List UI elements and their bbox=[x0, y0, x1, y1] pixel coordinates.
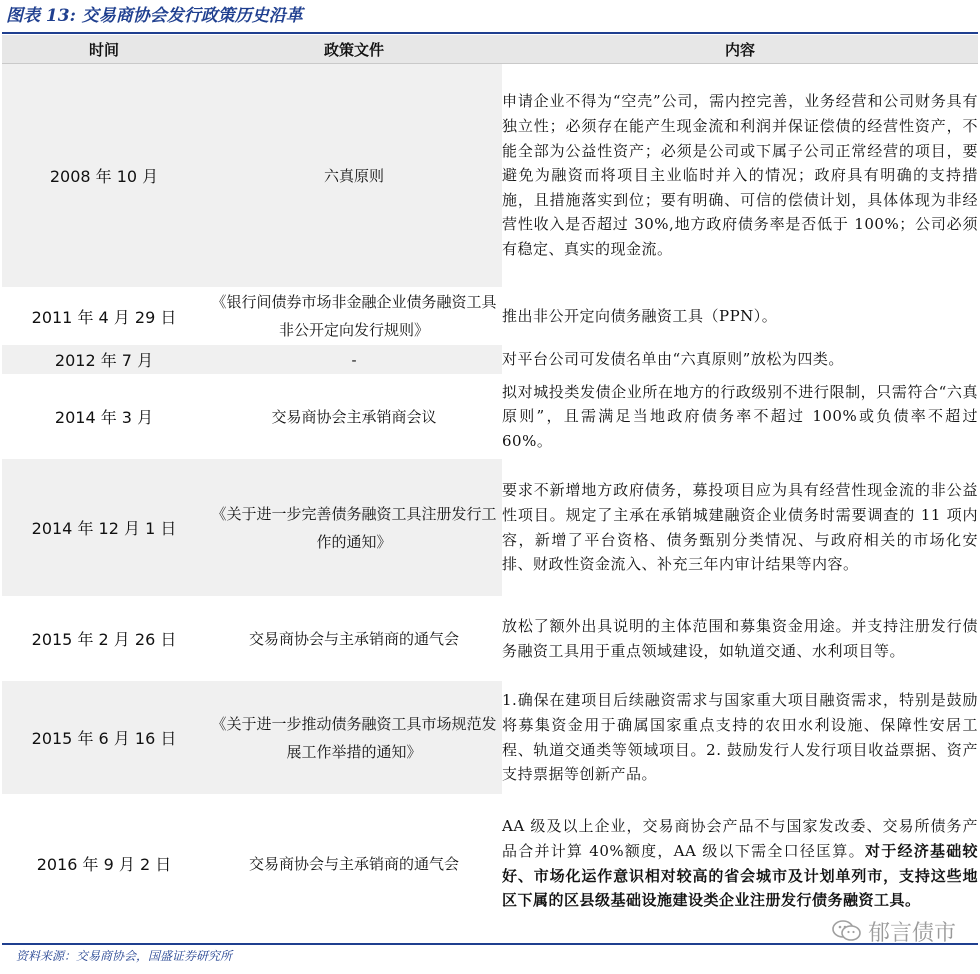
cell-time: 2012 年 7 月 bbox=[2, 345, 206, 375]
cell-policy: 六真原则 bbox=[206, 64, 502, 288]
cell-content: 申请企业不得为“空壳”公司，需内控完善，业务经营和公司财务具有独立性；必须存在能产生现金流和利润并保证偿债的经营性资产，不能全部为公益性资产；必须是公司或下属子公司正常经营的项目，要避免为融资而将项目主业临时并入的情况；政府具有明确的支持措施，且措施落实到位；要有明确、可信的偿债计划，具体体现为非经营性收入是否超过 30%,地方政府债务率是否低于 100%；公司必须有稳定、真实的现金流。 bbox=[502, 64, 978, 288]
figure-title: 图表 13: 交易商协会发行政策历史沿革 bbox=[6, 6, 303, 26]
table-row bbox=[2, 64, 978, 288]
cell-content: 拟对城投类发债企业所在地方的行政级别不进行限制，只需符合“六真原则”，且需满足当地政府债务率不超过 100%或负债率不超过 60%。 bbox=[502, 375, 978, 459]
cell-content: 推出非公开定向债务融资工具（PPN）。 bbox=[502, 288, 978, 345]
header-policy: 政策文件 bbox=[206, 35, 502, 64]
table-row bbox=[2, 795, 978, 933]
content-text: AA 级及以上企业，交易商协会产品不与国家发改委、交易所债务产品合并计算 40%额度，AA 级以下需全口径匡算。 bbox=[502, 817, 978, 860]
table-row bbox=[2, 459, 978, 597]
table-row bbox=[2, 375, 978, 459]
table-row bbox=[2, 345, 978, 375]
cell-policy: 交易商协会与主承销商的通气会 bbox=[206, 597, 502, 681]
cell-policy: 交易商协会主承销商会议 bbox=[206, 375, 502, 459]
table-row bbox=[2, 597, 978, 681]
cell-content: 1.确保在建项目后续融资需求与国家重大项目融资需求，特别是鼓励将募集资金用于确属国家重点支持的农田水利设施、保障性安居工程、轨道交通类等领域项目。2. 鼓励发行人发行项目收益票据、资产支持票据等创新产品。 bbox=[502, 681, 978, 795]
cell-policy: 交易商协会与主承销商的通气会 bbox=[206, 795, 502, 933]
table-header-row bbox=[2, 35, 978, 64]
cell-time: 2016 年 9 月 2 日 bbox=[2, 795, 206, 933]
cell-policy: 《银行间债券市场非金融企业债务融资工具非公开定向发行规则》 bbox=[206, 288, 502, 345]
title-divider bbox=[2, 32, 978, 34]
cell-time: 2015 年 6 月 16 日 bbox=[2, 681, 206, 795]
header-content: 内容 bbox=[502, 35, 978, 64]
cell-time: 2015 年 2 月 26 日 bbox=[2, 597, 206, 681]
cell-policy: 《关于进一步推动债务融资工具市场规范发展工作举措的通知》 bbox=[206, 681, 502, 795]
cell-time: 2011 年 4 月 29 日 bbox=[2, 288, 206, 345]
table-row bbox=[2, 288, 978, 345]
cell-policy: - bbox=[206, 345, 502, 375]
watermark-text: 郁言债市 bbox=[867, 920, 956, 946]
watermark bbox=[832, 918, 956, 944]
cell-content: 要求不新增地方政府债务，募投项目应为具有经营性现金流的非公益性项目。规定了主承在承销城建融资企业债务时需要调查的 11 项内容，新增了平台资格、债务甄别分类情况、与政府相关的市场化安排、财政性资金流入、补充三年内审计结果等内容。 bbox=[502, 459, 978, 597]
cell-content: 放松了额外出具说明的主体范围和募集资金用途。并支持注册发行债务融资工具用于重点领域建设，如轨道交通、水利项目等。 bbox=[502, 597, 978, 681]
cell-policy: 《关于进一步完善债务融资工具注册发行工作的通知》 bbox=[206, 459, 502, 597]
header-time: 时间 bbox=[2, 35, 206, 64]
policy-history-table bbox=[2, 35, 978, 933]
cell-time: 2014 年 12 月 1 日 bbox=[2, 459, 206, 597]
table-row bbox=[2, 681, 978, 795]
cell-time: 2014 年 3 月 bbox=[2, 375, 206, 459]
content-text-bold: 对于经济基础较好、市场化运作意识相对较高的省会城市及计划单列市，支持这些地区下属的区县级基础设施建设类企业注册发行债务融资工具。 bbox=[502, 841, 978, 910]
cell-content: 对平台公司可发债名单由“六真原则”放松为四类。 bbox=[502, 345, 978, 375]
wechat-icon bbox=[832, 919, 862, 943]
cell-content bbox=[502, 795, 978, 933]
cell-time: 2008 年 10 月 bbox=[2, 64, 206, 288]
source-note: 资料来源：交易商协会，国盛证券研究所 bbox=[16, 949, 233, 963]
